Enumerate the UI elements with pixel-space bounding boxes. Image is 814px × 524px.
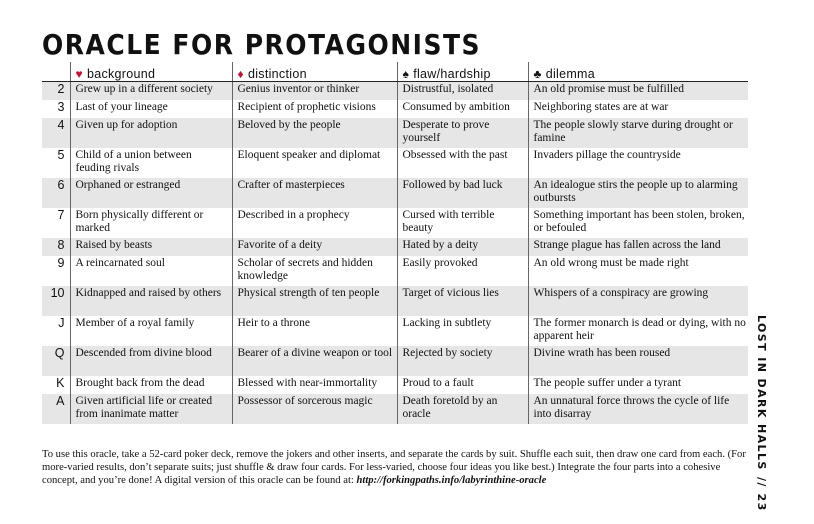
dilemma-cell: Whispers of a conspiracy are growing	[528, 286, 748, 316]
background-cell: Raised by beasts	[70, 238, 232, 256]
dilemma-cell: The former monarch is dead or dying, with no apparent heir	[528, 316, 748, 346]
flaw-cell: Hated by a deity	[397, 238, 528, 256]
background-cell: Last of your lineage	[70, 100, 232, 118]
flaw-cell: Rejected by society	[397, 346, 528, 376]
table-row	[42, 82, 748, 101]
distinction-cell: Heir to a throne	[232, 316, 397, 346]
card-value: 7	[57, 208, 65, 222]
card-value: 5	[57, 148, 65, 162]
dilemma-cell: The people suffer under a tyrant	[528, 376, 748, 394]
table-row	[42, 238, 748, 256]
background-cell: Kidnapped and raised by others	[70, 286, 232, 316]
dilemma-cell: An old promise must be fulfilled	[528, 82, 748, 101]
table-row	[42, 118, 748, 148]
column-header-background	[70, 62, 232, 82]
flaw-cell: Lacking in subtlety	[397, 316, 528, 346]
flaw-cell: Desperate to prove yourself	[397, 118, 528, 148]
table-row	[42, 394, 748, 424]
heart-suit-icon: ♥	[75, 67, 83, 81]
card-value: J	[58, 316, 65, 330]
table-row	[42, 178, 748, 208]
card-value: K	[56, 376, 65, 390]
separator: //	[755, 476, 768, 488]
dilemma-cell: Neighboring states are at war	[528, 100, 748, 118]
flaw-cell: Distrustful, isolated	[397, 82, 528, 101]
background-cell: Child of a union between feuding rivals	[70, 148, 232, 178]
dilemma-cell: An idealogue stirs the people up to alarming outbursts	[528, 178, 748, 208]
dilemma-cell: Something important has been stolen, broken, or befouled	[528, 208, 748, 238]
column-header-label: dilemma	[545, 67, 596, 81]
distinction-cell: Physical strength of ten people	[232, 286, 397, 316]
column-header-distinction	[232, 62, 397, 82]
background-cell: Given artificial life or created from inanimate matter	[70, 394, 232, 424]
club-suit-icon: ♣	[533, 67, 542, 81]
table-row	[42, 286, 748, 316]
diamond-suit-icon: ♦	[237, 67, 244, 81]
dilemma-cell: An old wrong must be made right	[528, 256, 748, 286]
table-row	[42, 376, 748, 394]
flaw-cell: Target of vicious lies	[397, 286, 528, 316]
card-column-header	[42, 62, 70, 82]
distinction-cell: Recipient of prophetic visions	[232, 100, 397, 118]
table-row	[42, 256, 748, 286]
distinction-cell: Bearer of a divine weapon or tool	[232, 346, 397, 376]
card-value: 6	[42, 178, 70, 208]
flaw-cell: Proud to a fault	[397, 376, 528, 394]
dilemma-cell: Invaders pillage the countryside	[528, 148, 748, 178]
oracle-table	[42, 62, 748, 424]
flaw-cell: Easily provoked	[397, 256, 528, 286]
distinction-cell: Favorite of a deity	[232, 238, 397, 256]
dilemma-cell: Strange plague has fallen across the land	[528, 238, 748, 256]
card-value: 8	[42, 238, 70, 256]
table-row	[42, 148, 748, 178]
column-header-label: distinction	[247, 67, 307, 81]
card-value: 9	[57, 256, 65, 270]
distinction-cell: Possessor of sorcerous magic	[232, 394, 397, 424]
flaw-cell: Consumed by ambition	[397, 100, 528, 118]
card-value: 2	[42, 82, 70, 101]
page-number: 23	[755, 493, 768, 512]
background-cell: Member of a royal family	[70, 316, 232, 346]
instructions-text	[42, 448, 754, 487]
background-cell: Brought back from the dead	[70, 376, 232, 394]
instructions-body: To use this oracle, take a 52-card poker deck, remove the jokers and other inserts, and separate the cards by suit. Shuffle each suit, then draw one card from each. (For more-varied results, don’t separate suits; just shuffle & draw four cards. For less-varied, choose four ideas you like best.) Integrate the four parts into a cohesive concept, and you’re done! A digital version of this oracle can be found at:	[42, 449, 746, 486]
card-value: 10	[42, 286, 70, 316]
distinction-cell: Blessed with near-immortality	[232, 376, 397, 394]
table-header-row	[42, 62, 748, 82]
distinction-cell: Eloquent speaker and diplomat	[232, 148, 397, 178]
distinction-cell: Scholar of secrets and hidden knowledge	[232, 256, 397, 286]
dilemma-cell: An unnatural force throws the cycle of life into disarray	[528, 394, 748, 424]
dilemma-cell: Divine wrath has been roused	[528, 346, 748, 376]
background-cell: Grew up in a different society	[70, 82, 232, 101]
flaw-cell: Death foretold by an oracle	[397, 394, 528, 424]
table-row	[42, 100, 748, 118]
background-cell: Orphaned or estranged	[70, 178, 232, 208]
column-header-dilemma	[528, 62, 748, 82]
table-row	[42, 208, 748, 238]
spade-suit-icon: ♠	[402, 67, 410, 81]
background-cell: A reincarnated soul	[70, 256, 232, 286]
running-footer	[755, 315, 768, 512]
flaw-cell: Followed by bad luck	[397, 178, 528, 208]
oracle-link[interactable]: http://forkingpaths.info/labyrinthine-oracle	[356, 475, 547, 486]
background-cell: Descended from divine blood	[70, 346, 232, 376]
book-title: LOST IN DARK HALLS	[755, 315, 768, 471]
background-cell: Given up for adoption	[70, 118, 232, 148]
flaw-cell: Obsessed with the past	[397, 148, 528, 178]
distinction-cell: Genius inventor or thinker	[232, 82, 397, 101]
table-row	[42, 316, 748, 346]
column-header-label: background	[86, 67, 156, 81]
background-cell: Born physically different or marked	[70, 208, 232, 238]
distinction-cell: Beloved by the people	[232, 118, 397, 148]
column-header-flaw	[397, 62, 528, 82]
card-value: 4	[42, 118, 70, 148]
card-value: Q	[42, 346, 70, 376]
page-title: ORACLE FOR PROTAGONISTS	[42, 28, 482, 61]
card-value: A	[42, 394, 70, 424]
dilemma-cell: The people slowly starve during drought or famine	[528, 118, 748, 148]
column-header-label: flaw/hardship	[413, 67, 491, 81]
card-value: 3	[57, 100, 65, 114]
flaw-cell: Cursed with terrible beauty	[397, 208, 528, 238]
table-row	[42, 346, 748, 376]
distinction-cell: Crafter of masterpieces	[232, 178, 397, 208]
distinction-cell: Described in a prophecy	[232, 208, 397, 238]
